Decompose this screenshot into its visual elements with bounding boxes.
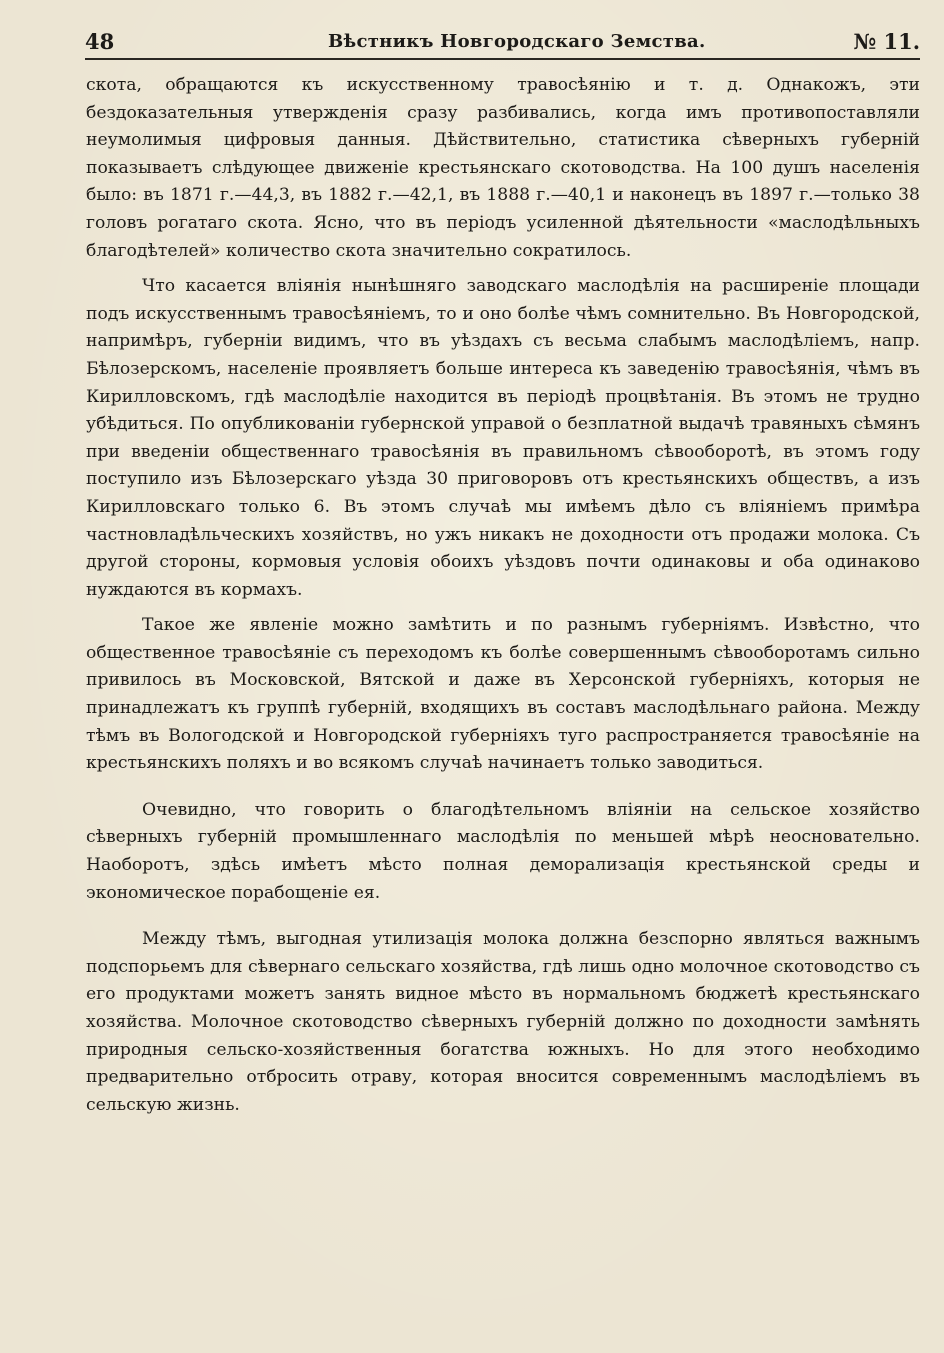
- issue-number: № 11.: [853, 29, 920, 54]
- paragraph-4: Очевидно, что говорить о благодѣтельномъ вліяніи на сельское хозяйство сѣверныхъ губерній промышленнаго маслодѣлія по меньшей мѣрѣ неосновательно. Наоборотъ, здѣсь имѣетъ мѣсто полная деморализація крестьянской среды и экономическое порабощеніе ея.: [86, 799, 920, 903]
- paragraph-2: Что касается вліянія нынѣшняго заводскаго маслодѣлія на расширеніе площади подъ искусственнымъ травосѣяніемъ, то и оно болѣе чѣмъ сомнительно. Въ Новгородской, напримѣръ, губерніи видимъ, что въ уѣздахъ съ весьма слабымъ маслодѣліемъ, напр. Бѣлозерскомъ, населеніе проявляетъ больше интереса къ заведенію травосѣянія, чѣмъ въ Кирилловскомъ, гдѣ маслодѣліе находится въ періодѣ процвѣтанія. Въ этомъ не трудно убѣдиться. По опубликованіи губернской управой о безплатной выдачѣ травяныхъ сѣмянъ при введеніи общественнаго травосѣянія въ правильномъ сѣвооборотѣ, въ этомъ году поступило изъ Бѣлозерскаго уѣзда 30 приговоровъ отъ крестьянскихъ обществъ, а изъ Кирилловскаго только 6. Въ этомъ случаѣ мы имѣемъ дѣло съ вліяніемъ примѣра частновладѣльческихъ хозяйствъ, но ужъ никакъ не доходности отъ продажи молока. Съ другой стороны, кормовыя условія обоихъ уѣздовъ почти одинаковы и оба одинаково нуждаются въ кормахъ.: [86, 276, 920, 600]
- journal-title: Вѣстникъ Новгородскаго Земства.: [328, 31, 706, 52]
- paragraph-1: скота, обращаются къ искусственному травосѣянію и т. д. Однакожъ, эти бездоказательныя утвержденія сразу разбивались, когда имъ противопоставляли неумолимыя цифровыя данныя. Дѣйствительно, статистика сѣверныхъ губерній показываетъ слѣдующее движеніе крестьянскаго скотоводства. На 100 душъ населенія было: въ 1871 г.—44,3, въ 1882 г.—42,1, въ 1888 г.—40,1 и наконецъ въ 1897 г.—только 38 головъ рогатаго скота. Ясно, что въ періодъ усиленной дѣятельности «маслодѣльныхъ благодѣтелей» количество скота значительно сократилось.: [86, 75, 920, 261]
- paragraph-3: Такое же явленіе можно замѣтить и по разнымъ губерніямъ. Извѣстно, что общественное травосѣяніе съ переходомъ къ болѣе совершеннымъ сѣвооборотамъ сильно привилось въ Московской, Вятской и даже въ Херсонской губерніяхъ, которыя не принадлежатъ къ группѣ губерній, входящихъ въ составъ маслодѣльнаго района. Между тѣмъ въ Вологодской и Новгородской губерніяхъ туго распространяется травосѣяніе на крестьянскихъ поляхъ и во всякомъ случаѣ начинаетъ только заводиться.: [86, 615, 920, 774]
- paragraph-5: Между тѣмъ, выгодная утилизація молока должна безспорно являться важнымъ подспорьемъ для сѣвернаго сельскаго хозяйства, гдѣ лишь одно молочное скотоводство съ его продуктами можетъ занять видное мѣсто въ нормальномъ бюджетѣ крестьянскаго хозяйства. Молочное скотоводство сѣверныхъ губерній должно по доходности замѣнять природныя сельско-хозяйственныя богатства южныхъ. Но для этого необходимо предварительно отбросить отраву, которая вносится современнымъ маслодѣліемъ въ сельскую жизнь.: [86, 929, 920, 1115]
- article-body: [86, 72, 920, 1119]
- header-rule: [85, 58, 920, 60]
- running-header: [85, 29, 920, 57]
- page-number: 48: [85, 29, 115, 54]
